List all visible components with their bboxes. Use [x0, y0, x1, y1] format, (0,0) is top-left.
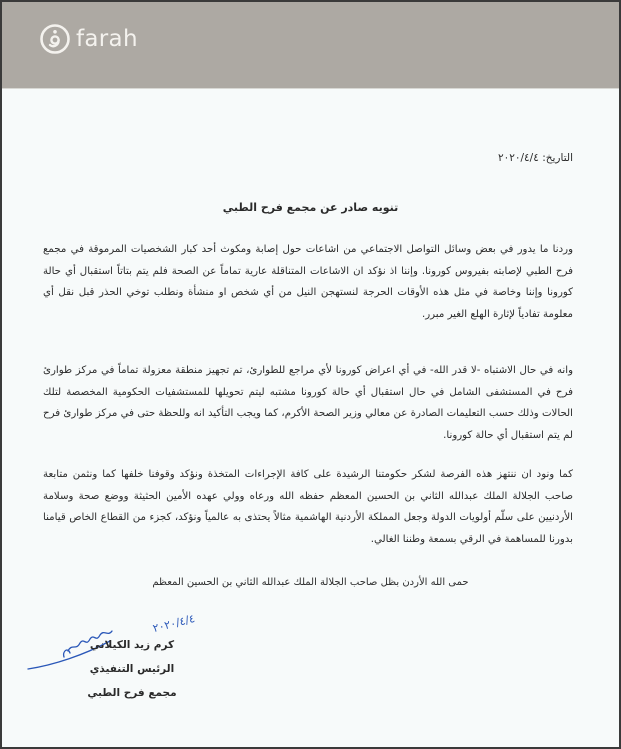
- paragraph-1: وردنا ما يدور في بعض وسائل التواصل الاجتماعي من اشاعات حول إصابة ومكوث أحد كبار الشخصيات المرموقة في مجمع فرح الطبي لإصابته بفيروس كورونا. وإننا اذ نؤكد ان الاشاعات المتناقلة عارية تماماً عن الصحة فلم يتم بتاتاً استقبال أي حالة كورونا وإننا وخاصة في مثل هذه الأوقات الحرجة لنستهجن النيل من أي شخص او منشأة ونطلب توخي الحذر قبل نقل أي معلومة تفادياً لإثارة الهلع الغير مبرر.: [43, 244, 573, 320]
- signatory-organization: مجمع فرح الطبي: [87, 687, 177, 699]
- brand-name: farah: [76, 25, 138, 52]
- paragraph-2: وانه في حال الاشتباه -لا قدر الله- في أي اعراض كورونا لأي مراجع للطوارئ، تم تجهيز منطقة معزولة تماماً في مركز طوارئ فرح في المستشفى الشامل في حال استقبال أي حالة كورونا مشتبه ليتم تحويلها للمستشفيات الحكومية المخصصة لتلك الحالات وذلك حسب التعليمات الصادرة عن معالي وزير الصحة الأكرم، كما ويجب التأكيد انه وللحظة حتى في مركز طوارئ فرح لم يتم استقبال أي حالة كورونا.: [43, 365, 573, 441]
- signature-date: ٢٠٢٠/٤/٤: [151, 612, 197, 636]
- paragraph-3: كما ونود ان ننتهز هذه الفرصة لشكر حكومتنا الرشيدة على كافة الإجراءات المتخذة ونؤكد وقوفنا خلفها كما ونثمن متابعة صاحب الجلالة الملك عبدالله الثاني بن الحسين المعظم حفظه الله ورعاه وولي عهده الأمين الحثيثة ووضع صحة وسلامة الأردنيين على سلّم أولويات الدولة وجعل المملكة الأردنية الهاشمية مثالاً يحتذى به عالمياً ونؤكد، كجزء من القطاع الخاص قيامنا بدورنا للمساهمة في الرقي بسمعة وطننا الغالي.: [43, 469, 573, 545]
- document-page: [2, 2, 619, 747]
- letter-date: التاريخ: ٢٠٢٠/٤/٤: [497, 152, 573, 164]
- brand-logo: [39, 23, 138, 55]
- signatory-position: الرئيس التنفيذي: [89, 663, 175, 675]
- letterhead-banner: [2, 2, 619, 89]
- farah-logo-icon: [39, 23, 71, 55]
- closing-line: حمى الله الأردن بظل صاحب الجلالة الملك عبدالله الثاني بن الحسين المعظم: [152, 577, 469, 588]
- signatory-block: [72, 633, 192, 705]
- letter-title: تنويه صادر عن مجمع فرح الطبي: [222, 201, 399, 214]
- signatory-name: كرم زيد الكيلاني: [89, 639, 175, 651]
